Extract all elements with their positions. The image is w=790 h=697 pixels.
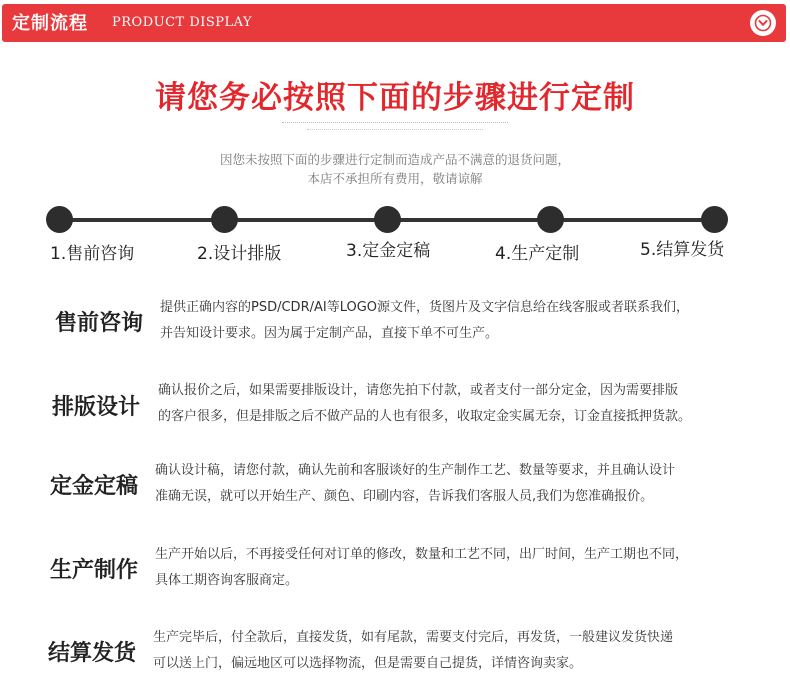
- timeline-step-3: 3.定金定稿: [346, 241, 431, 261]
- section-line: 准确无误，就可以开始生产、颜色、印刷内容，告诉我们客服人员,我们为您准确报价。: [155, 489, 654, 504]
- timeline-dot: [374, 206, 401, 233]
- header-title: 定制流程: [12, 13, 88, 34]
- notice-line-2: 本店不承担所有费用，敬请谅解: [307, 171, 483, 186]
- section-line: 的客户很多，但是排版之后不做产品的人也有很多，收取定金实属无奈，订金直接抵押货款。: [158, 409, 692, 424]
- section-body-delivery: [153, 625, 673, 677]
- section-body-layout: [158, 378, 691, 430]
- header-subtitle: PRODUCT DISPLAY: [112, 15, 253, 30]
- section-line: 确认报价之后，如果需要排版设计，请您先拍下付款，或者支付一部分定金，因为需要排版: [158, 383, 679, 398]
- section-body-presale: [160, 295, 689, 347]
- chevron-down-circle-icon[interactable]: [750, 10, 776, 36]
- section-line: 并告知设计要求。因为属于定制产品，直接下单不可生产。: [160, 326, 499, 341]
- section-line: 生产开始以后，不再接受任何对订单的修改，数量和工艺不同，出厂时间，生产工期也不同，: [155, 547, 689, 562]
- timeline-step-5: 5.结算发货: [640, 240, 725, 260]
- section-line: 提供正确内容的PSD/CDR/AI等LOGO源文件，货图片及文字信息给在线客服或者联系我们，: [160, 300, 690, 315]
- timeline-dot: [537, 206, 564, 233]
- timeline-step-4: 4.生产定制: [495, 244, 580, 264]
- timeline-step-2: 2.设计排版: [197, 244, 282, 264]
- section-line: 确认设计稿，请您付款，确认先前和客服谈好的生产制作工艺、数量等要求，并且确认设计: [155, 463, 676, 478]
- section-title-deposit: 定金定稿: [50, 474, 139, 499]
- timeline-dot: [701, 206, 728, 233]
- timeline-dot: [211, 206, 238, 233]
- section-header: [0, 0, 790, 46]
- notice-line-1: 因您未按照下面的步骤进行定制而造成产品不满意的退货问题，: [219, 152, 570, 167]
- section-line: 生产完毕后，付全款后，直接发货，如有尾款，需要支付完后，再发货，一般建议发货快递: [153, 630, 674, 645]
- section-title-presale: 售前咨询: [55, 311, 144, 336]
- section-line: 可以送上门，偏远地区可以选择物流，但是需要自己提货，详情咨询卖家。: [153, 656, 583, 671]
- section-title-layout: 排版设计: [52, 395, 141, 420]
- page-title: 请您务必按照下面的步骤进行定制: [155, 80, 635, 116]
- timeline-step-1: 1.售前咨询: [50, 244, 135, 264]
- section-title-delivery: 结算发货: [48, 641, 137, 666]
- notice-text: [0, 150, 790, 188]
- timeline-dot: [46, 206, 73, 233]
- section-title-production: 生产制作: [50, 558, 139, 583]
- section-line: 具体工期咨询客服商定。: [155, 573, 299, 588]
- title-divider: [282, 119, 508, 135]
- section-body-production: [155, 542, 688, 594]
- section-body-deposit: [155, 458, 675, 510]
